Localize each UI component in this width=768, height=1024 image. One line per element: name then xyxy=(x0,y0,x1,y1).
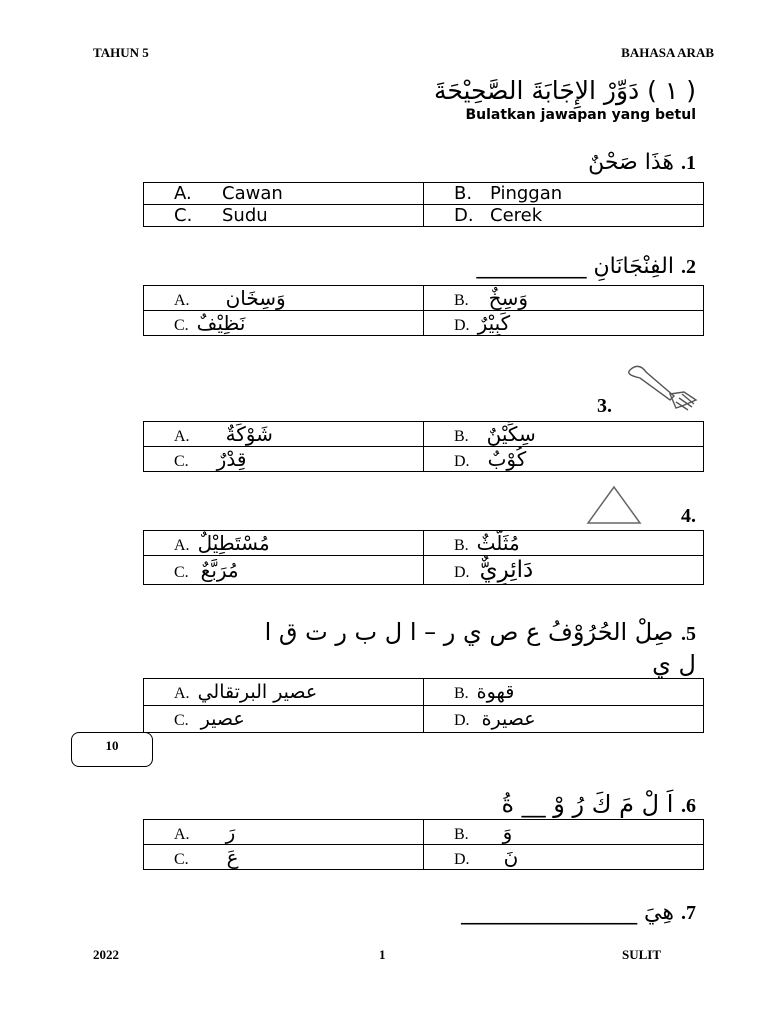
question-text: الفِنْجَانَانِ __________ xyxy=(476,254,674,279)
option-a[interactable]: A. وَسِخَانِ xyxy=(144,286,424,311)
option-a[interactable]: A. مُسْتَطِيْلٌ xyxy=(144,531,424,556)
option-c[interactable]: C. عَ xyxy=(144,845,424,870)
option-c[interactable]: C. عصير xyxy=(144,706,424,733)
option-d[interactable]: D. كَبِيْرٌ xyxy=(424,311,704,336)
option-a[interactable]: A. Cawan xyxy=(144,183,424,205)
question-7-title xyxy=(461,900,696,925)
question-text: صِلْ الحُرُوْفُ ع ص ي ر – ا ل ب ر ت ق ا xyxy=(264,618,674,646)
page-number: 1 xyxy=(379,947,386,962)
question-4-title xyxy=(681,503,696,528)
score-box xyxy=(71,732,153,767)
question-number: 3. xyxy=(597,395,612,417)
header-subject: BAHASA ARAB xyxy=(621,45,714,60)
option-a[interactable]: A. رَ xyxy=(144,820,424,845)
section-instruction: Bulatkan jawapan yang betul xyxy=(465,107,696,123)
option-c[interactable]: C. Sudu xyxy=(144,205,424,227)
question-text: اَ لْ مَ كَ رُ وْ __ ةُ xyxy=(501,790,674,818)
option-b[interactable]: B. Pinggan xyxy=(424,183,704,205)
question-number: 5. xyxy=(681,623,696,645)
question-5-options xyxy=(143,678,704,733)
option-c[interactable]: C. قِدْرٌ xyxy=(144,447,424,472)
option-b[interactable]: B. وَسِخٌ xyxy=(424,286,704,311)
option-d[interactable]: D. كُوْبٌ xyxy=(424,447,704,472)
option-a[interactable]: A. شَوْكَةٌ xyxy=(144,422,424,447)
question-1-title xyxy=(588,150,696,175)
question-5-title xyxy=(265,618,696,646)
option-b[interactable]: B. سِكِّيْنٌ xyxy=(424,422,704,447)
question-number: 7. xyxy=(681,902,696,924)
question-2-title xyxy=(477,254,696,279)
question-text: هِيَ ________________ xyxy=(461,900,674,925)
header-year-level: TAHUN 5 xyxy=(93,45,149,60)
option-d[interactable]: D. دَائِرِيٌّ xyxy=(424,556,704,585)
question-number: 1. xyxy=(681,152,696,174)
option-d[interactable]: D. عصيرة xyxy=(424,706,704,733)
option-c[interactable]: C. مُرَبَّعٌ xyxy=(144,556,424,585)
option-a[interactable]: A. عصير البرتقالي xyxy=(144,679,424,706)
option-b[interactable]: B. مُثَلَّثٌ xyxy=(424,531,704,556)
question-number: 6. xyxy=(681,795,696,817)
triangle-icon xyxy=(584,484,644,526)
question-number: 4. xyxy=(681,505,696,527)
question-4-options xyxy=(143,530,704,585)
footer-classification: SULIT xyxy=(621,947,661,962)
option-d[interactable]: D. نَ xyxy=(424,845,704,870)
section-title: ( ١ ) دَوِّرْ الإِجَابَةَ الصَّحِيْحَةَ xyxy=(433,76,696,105)
option-d[interactable]: D. Cerek xyxy=(424,205,704,227)
question-3-options xyxy=(143,421,704,472)
score-value: 10 xyxy=(105,738,119,753)
question-5-text-cont: ل ي xyxy=(652,650,696,678)
question-6-options xyxy=(143,819,704,870)
question-3-title xyxy=(597,393,696,418)
question-1-options xyxy=(143,182,704,227)
question-6-title xyxy=(501,790,696,818)
footer-year: 2022 xyxy=(93,947,119,962)
question-2-options xyxy=(143,285,704,336)
option-c[interactable]: C. نَظِيْفٌ xyxy=(144,311,424,336)
question-number: 2. xyxy=(681,256,696,278)
option-b[interactable]: B. وَ xyxy=(424,820,704,845)
option-b[interactable]: B. قهوة xyxy=(424,679,704,706)
question-text: هَذَا صَحْنٌ xyxy=(588,150,674,175)
